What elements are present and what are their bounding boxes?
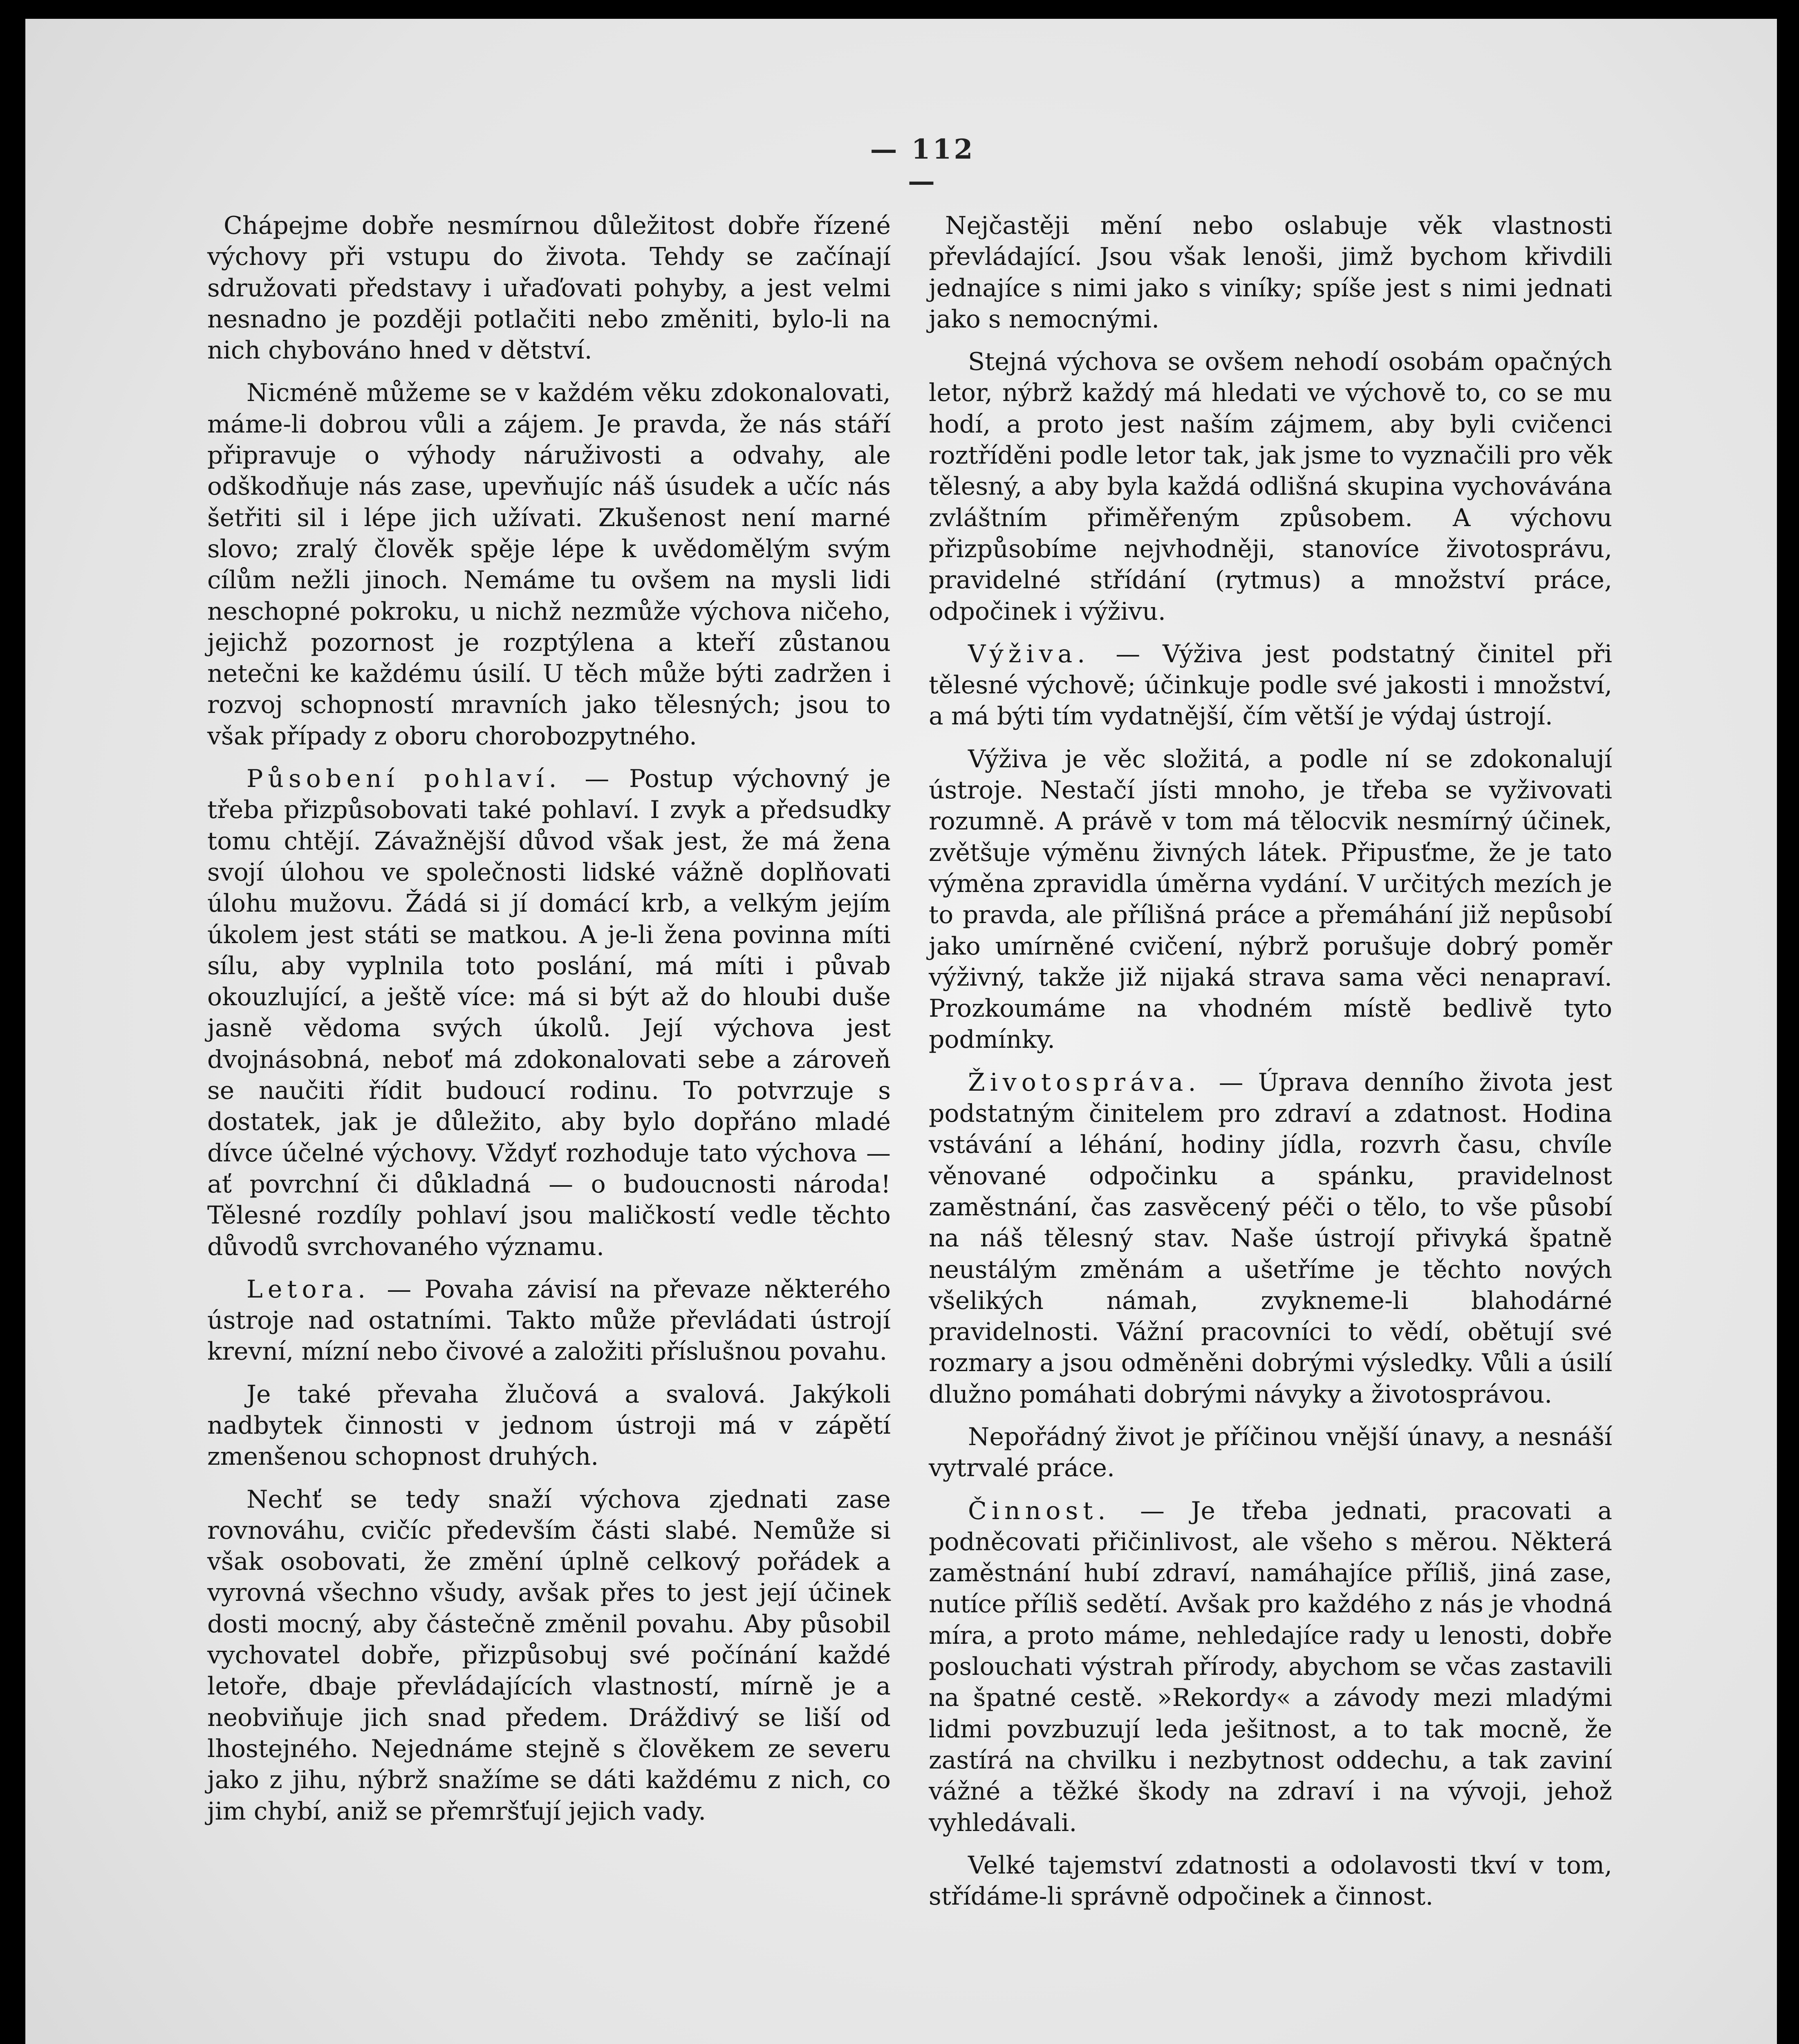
paragraph-text: Je také převaha žlučová a svalová. Jakýkoli nadbytek činnosti v jednom ústroji má v zápětí zmenšenou schopnost druhých. — [207, 1380, 891, 1471]
paragraph — [207, 1484, 891, 1827]
section-heading: Činnost. — [968, 1496, 1111, 1525]
paragraph-text: Velké tajemství zdatnosti a odolavosti tkví v tom, střídáme-li správně odpočinek a činnost. — [929, 1851, 1612, 1911]
right-column — [929, 210, 1612, 1923]
paragraph-text: Nicméně můžeme se v každém věku zdokonalovati, máme-li dobrou vůli a zájem. Je pravda, že nás stáří připravuje o výhody náruživosti a odvahy, ale odškodňuje nás zase, upevňujíc náš úsudek a učíc nás šetřiti sil i lépe jich užívati. Zkušenost není marné slovo; zralý člověk spěje lépe k uvědomělým svým cílům nežli jinoch. Nemáme tu ovšem na mysli lidi neschopné pokroku, u nichž nezmůže výchova ničeho, jejichž pozornost je rozptýlena a kteří zůstanou netečni ke každému úsilí. U těch může býti zadržen i rozvoj schopností mravních jako tělesných; jsou to však případy z oboru chorobozpytného. — [207, 379, 891, 751]
section-heading: Letora. — [246, 1275, 371, 1304]
paragraph — [207, 1379, 891, 1472]
paragraph-text: Výživa je věc složitá, a podle ní se zdokonalují ústroje. Nestačí jísti mnoho, je třeba se vyživovati rozumně. A právě v tom má tělocvik nesmírný účinek, zvětšuje výměnu živných látek. Připusťme, že je tato výměna zpravidla úměrna vydání. V určitých mezích je to pravda, ale přílišná práce a přemáhání již nepůsobí jako umírněné cvičení, nýbrž porušuje dobrý poměr výživný, takže již nijaká strava sama věci nenapraví. Prozkoumáme na vhodném místě bedlivě tyto podmínky. — [929, 744, 1612, 1054]
paragraph — [929, 744, 1612, 1056]
paragraph-text: — Postup výchovný je třeba přizpůsobovati také pohlaví. I zvyk a předsudky tomu chtějí. Závažnější důvod však jest, že má žena svojí úlohou ve společnosti lidské vážně doplňovati úlohu mužovu. Žádá si jí domácí krb, a velkým jejím úkolem jest státi se matkou. A je-li žena povinna míti sílu, aby vyplnila toto poslání, má míti i půvab okouzlující, a ještě více: má si být až do hloubi duše jasně vědoma svých úkolů. Její výchova jest dvojnásobná, neboť má zdokonalovati sebe a zároveň se naučiti řídit budoucí rodinu. To potvrzuje s dostatek, jak je důležito, aby bylo dopřáno mladé dívce účelné výchovy. Vždyť rozhoduje tato výchova — ať povrchní či důkladná — o budoucnosti národa! Tělesné rozdíly pohlaví jsou maličkostí vedle těchto důvodů svrchovaného významu. — [207, 764, 891, 1261]
section-heading: Působení pohlaví. — [246, 764, 562, 793]
paragraph — [929, 1850, 1612, 1912]
page-number: — 112 — — [870, 133, 975, 197]
paragraph-text: Chápejme dobře nesmírnou důležitost dobře řízené výchovy při vstupu do života. Tehdy se začínají sdružovati představy i uřaďovati pohyby, a jest velmi nesnadno je později potlačiti nebo změniti, bylo-li na nich chybováno hned v dětství. — [207, 211, 891, 365]
paragraph — [207, 763, 891, 1262]
paragraph-text: Nepořádný život je příčinou vnější únavy, a nesnáší vytrvalé práce. — [929, 1422, 1612, 1483]
paragraph — [929, 639, 1612, 732]
paragraph-text: Stejná výchova se ovšem nehodí osobám opačných letor, nýbrž každý má hledati ve výchově to, co se mu hodí, a proto jest naším zájmem, aby byli cvičenci roztříděni podle letor tak, jak jsme to vyznačili pro věk tělesný, a aby byla každá odlišná skupina vychovávána zvláštním přiměřeným způsobem. A výchovu přizpůsobíme nejvhodněji, stanovíce životosprávu, pravidelné střídání (rytmus) a množství práce, odpočinek i výživu. — [929, 347, 1612, 626]
paragraph-text: — Povaha závisí na převaze některého ústroje nad ostatními. Takto může převládati ústrojí krevní, mízní nebo čivové a založiti příslušnou povahu. — [207, 1275, 891, 1366]
paragraph-text: — Je třeba jednati, pracovati a podněcovati přičinlivost, ale všeho s měrou. Některá zaměstnání hubí zdraví, namáhajíce příliš, jiná zase, nutíce příliš sedětí. Avšak pro každého z nás je vhodná míra, a proto máme, nehledajíce rady u lenosti, dobře poslouchati výstrah přírody, abychom se včas zastavili na špatné cestě. »Rekordy« a závody mezi mladými lidmi povzbuzují leda ješitnost, a to tak mocně, že zastírá na chvilku i nezbytnost oddechu, a tak zaviní vážné a těžké škody na zdraví i na vývoji, jehož vyhledávali. — [929, 1496, 1612, 1837]
paragraph-text: — Výživa jest podstatný činitel při tělesné výchově; účinkuje podle své jakosti i množství, a má býti tím vydatnější, čím větší je výdaj ústrojí. — [929, 639, 1612, 731]
left-column — [207, 210, 891, 1838]
section-heading: Výživa. — [968, 639, 1090, 668]
paragraph — [929, 346, 1612, 627]
scanned-page — [25, 19, 1777, 2044]
section-heading: Životospráva. — [968, 1068, 1201, 1097]
paragraph-text: Nechť se tedy snaží výchova zjednati zase rovnováhu, cvičíc především části slabé. Nemůže si však osobovati, že změní úplně celkový pořádek a vyrovná všechno všudy, avšak přes to jest její účinek dosti mocný, aby částečně změnil povahu. Aby působil vychovatel dobře, přizpůsobuj své počínání každé letoře, dbaje převládajících vlastností, mírně je a neobviňuje jich snad předem. Dráždivý se liší od lhostejného. Nejednáme stejně s člověkem ze severu jako z jihu, nýbrž snažíme se dáti každému z nich, co jim chybí, aniž se přemršťují jejich vady. — [207, 1485, 891, 1826]
paragraph — [929, 210, 1612, 335]
paragraph — [207, 1274, 891, 1367]
paragraph — [207, 377, 891, 752]
paragraph — [929, 1495, 1612, 1838]
paragraph-text: Nejčastěji mění nebo oslabuje věk vlastnosti převládající. Jsou však lenoši, jimž bychom křivdili jednajíce s nimi jako s viníky; spíše jest s nimi jednati jako s nemocnými. — [929, 211, 1612, 334]
paragraph — [929, 1421, 1612, 1484]
paragraph-text: — Úprava denního života jest podstatným činitelem pro zdraví a zdatnost. Hodina vstávání a léhání, hodiny jídla, rozvrh času, chvíle věnované odpočinku a spánku, pravidelnost zaměstnání, čas zasvěcený péči o tělo, to vše působí na náš tělesný stav. Naše ústrojí přivyká špatně neustálým změnám a ušetříme je těchto nových všelikých námah, zvykneme-li blahodárné pravidelnosti. Vážní pracovníci to vědí, obětují své rozmary a jsou odměněni dobrými výsledky. Vůli a úsilí dlužno pomáhati dobrými návyky a životosprávou. — [929, 1068, 1612, 1409]
paragraph — [929, 1067, 1612, 1410]
paragraph — [207, 210, 891, 366]
